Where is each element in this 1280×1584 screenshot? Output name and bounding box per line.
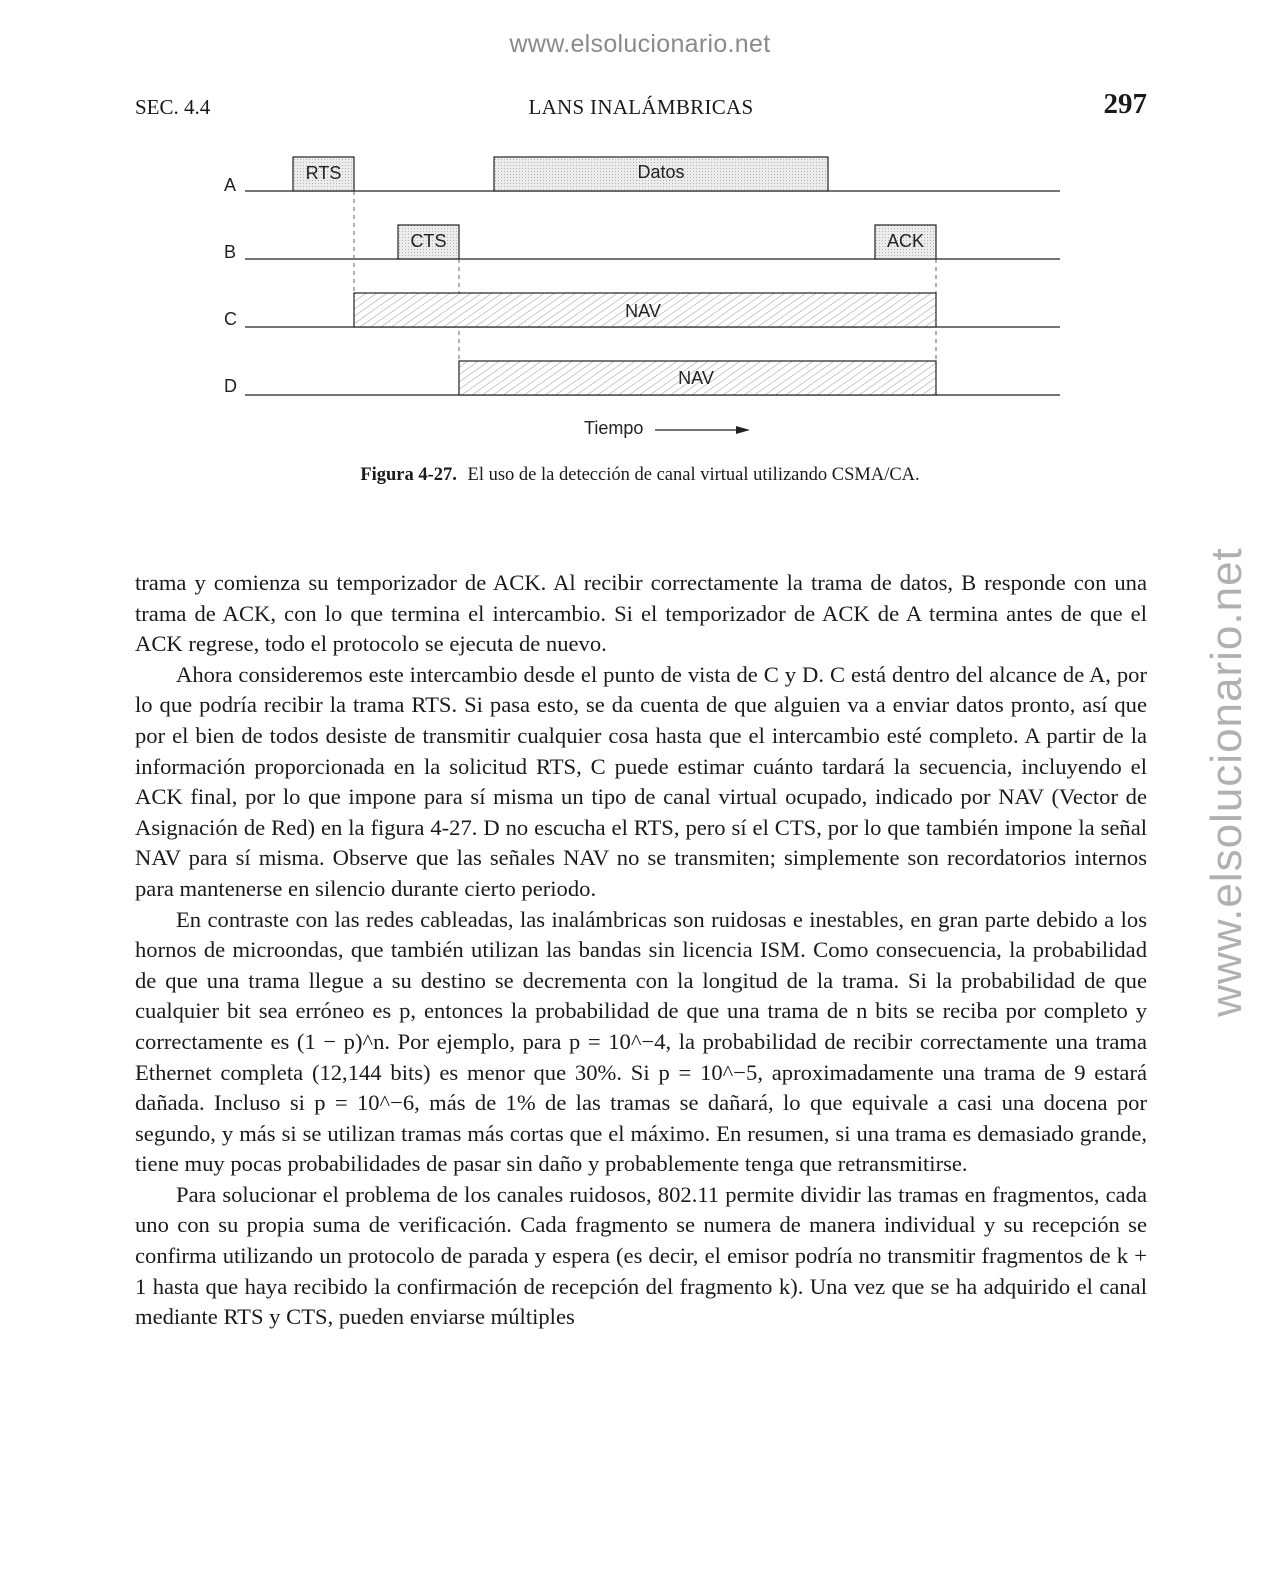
row-label-d: D — [224, 376, 237, 396]
caption-text: El uso de la detección de canal virtual utilizando CSMA/CA. — [467, 465, 920, 485]
section-number: SEC. 4.4 — [135, 95, 211, 119]
row-label-b: B — [224, 242, 237, 262]
paragraph-4: Para solucionar el problema de los canales ruidosos, 802.11 permite dividir las tramas en fragmentos, cada uno con su propia suma de verificación. Cada fragmento se numera de manera individual y su recepción se confirma utilizando un protocolo de parada y espera (es decir, el emisor podría no transmitir fragmentos de k + 1 hasta que haya recibido la confirmación de recepción del fragmento k). Una vez que se ha adquirido el canal mediante RTS y CTS, pueden enviarse múltiples — [135, 1181, 1147, 1330]
paragraph-1: trama y comienza su temporizador de ACK. Al recibir correctamente la trama de datos, B responde con una trama de ACK, con lo que termina el intercambio. Si el temporizador de ACK de A termina antes de que el ACK regrese, todo el protocolo se ejecuta de nuevo. — [135, 570, 1147, 657]
time-arrow-icon — [736, 426, 750, 434]
caption-label: Figura 4-27. — [360, 465, 457, 485]
watermark-top: www.elsolucionario.net — [509, 30, 771, 58]
body-text — [135, 568, 1147, 1333]
chapter-title: LANS INALÁMBRICAS — [528, 95, 754, 119]
paragraph-3: En contraste con las redes cableadas, las inalámbricas son ruidosas e inestables, en gran parte debido a los hornos de microondas, que también utilizan las bandas sin licencia ISM. Como consecuencia, la probabilidad de que una trama llegue a su destino se decrementa con la longitud de la trama. Si la probabilidad de que cualquier bit sea erróneo es p, entonces la probabilidad de que una trama de n bits se reciba por completo y correctamente es (1 − p)^n. Por ejemplo, para p = 10^−4, la probabilidad de recibir correctamente una trama Ethernet completa (12,144 bits) es menor que 30%. Si p = 10^−5, aproximadamente una trama de 9 estará dañada. Incluso si p = 10^−6, más de 1% de las tramas se dañará, lo que equivale a casi una docena por segundo, y más si se utilizan tramas más cortas que el máximo. En resumen, si una trama es demasiado grande, tiene muy pocas probabilidades de pasar sin daño y probablemente tenga que retransmitirse. — [135, 906, 1147, 1177]
frame-rts-label: RTS — [305, 163, 342, 183]
paragraph-2: Ahora consideremos este intercambio desde el punto de vista de C y D. C está dentro del alcance de A, por lo que podría recibir la trama RTS. Si pasa esto, se da cuenta de que alguien va a enviar datos pronto, así que por el bien de todos desiste de transmitir cualquier cosa hasta que el intercambio esté completo. A partir de la información proporcionada en la solicitud RTS, C puede estimar cuánto tardará la secuencia, incluyendo el ACK final, por lo que impone para sí misma un tipo de canal virtual ocupado, indicado por NAV (Vector de Asignación de Red) en la figura 4-27. D no escucha el RTS, pero sí el CTS, por lo que también impone la señal NAV para sí misma. Observe que las señales NAV no se transmiten; simplemente son recordatorios internos para mantenerse en silencio durante cierto periodo. — [135, 661, 1147, 901]
frame-datos-label: Datos — [637, 162, 685, 182]
row-label-c: C — [224, 309, 237, 329]
timing-diagram — [0, 140, 1280, 450]
running-head — [135, 90, 1147, 126]
figure-caption — [0, 465, 1280, 486]
page-number: 297 — [1103, 88, 1147, 120]
nav-c-label: NAV — [625, 301, 661, 321]
watermark-side: www.elsolucionario.net — [1202, 547, 1251, 1017]
frame-cts-label: CTS — [410, 231, 447, 251]
frame-ack-label: ACK — [886, 231, 925, 251]
time-label: Tiempo — [584, 418, 644, 438]
nav-d-label: NAV — [678, 368, 714, 388]
figure-csma-ca — [0, 140, 1280, 450]
row-label-a: A — [224, 175, 237, 195]
